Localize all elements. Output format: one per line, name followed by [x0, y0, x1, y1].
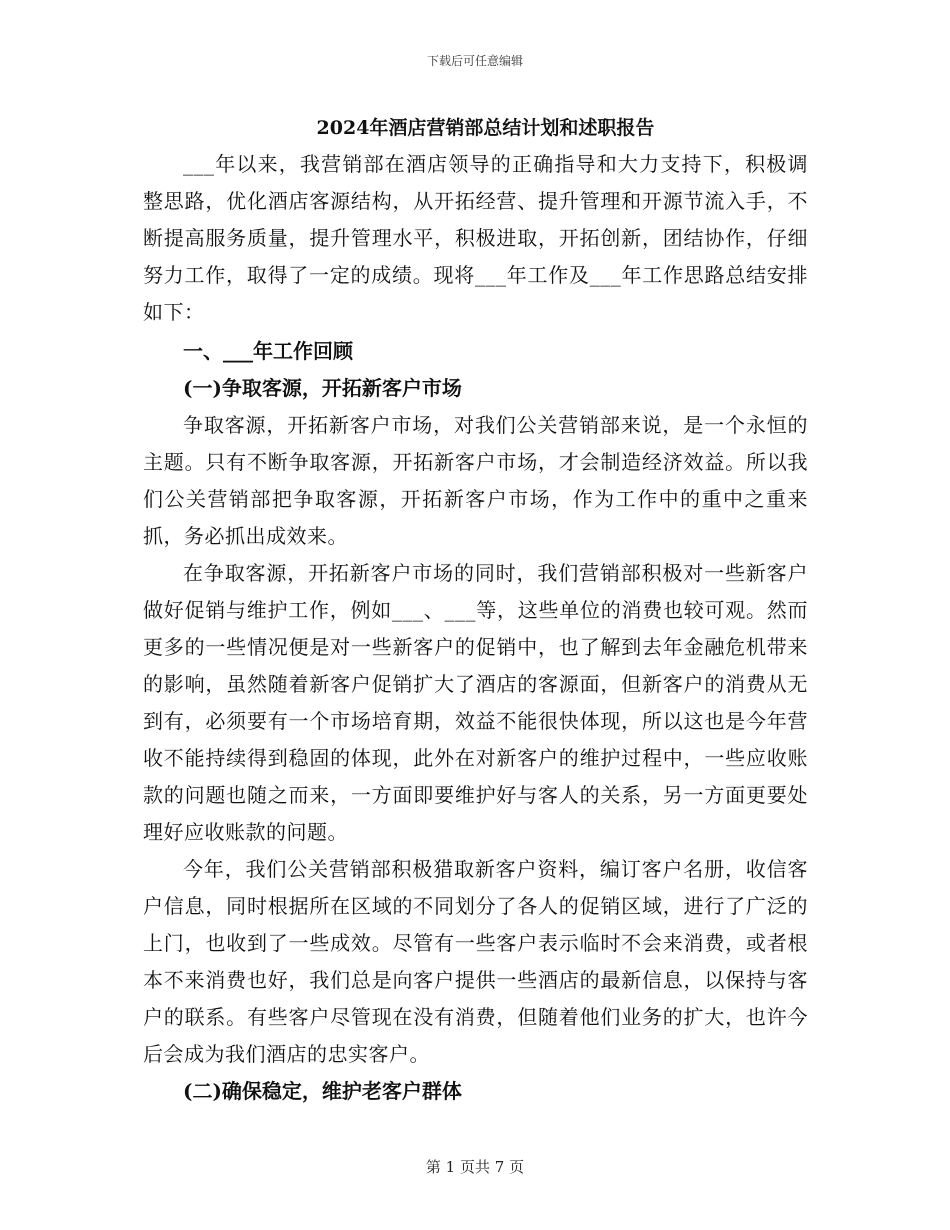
page-number: 第 1 页共 7 页 [425, 1158, 525, 1176]
section-heading-work-review: 一、___年工作回顾 [183, 339, 353, 363]
document-body [143, 110, 808, 1110]
subsection-heading-old-customers: (二)确保稳定，维护老客户群体 [183, 1079, 462, 1103]
intro-paragraph: ___年以来，我营销部在酒店领导的正确指导和大力支持下，积极调整思路，优化酒店客源结构，从开拓经营、提升管理和开源节流入手，不断提高服务质量，提升管理水平，积极进取，开拓创新，团结协作，仔细努力工作，取得了一定的成绩。现将___年工作及___年工作思路总结安排如下： [143, 152, 808, 324]
document-title: 2024年酒店营销部总结计划和述职报告 [316, 117, 655, 139]
page-header-note: 下载后可任意编辑 [426, 54, 523, 68]
subsection-heading-new-customers: (一)争取客源，开拓新客户市场 [183, 376, 462, 400]
paragraph-customer-info: 今年，我们公关营销部积极猎取新客户资料，编订客户名册，收信客户信息，同时根据所在区域的不同划分了各人的促销区域，进行了广泛的上门，也收到了一些成效。尽管有一些客户表示临时不会来消费，或者根本不来消费也好，我们总是向客户提供一些酒店的最新信息，以保持与客户的联系。有些客户尽管现在没有消费，但随着他们业务的扩大，也许今后会成为我们酒店的忠实客户。 [143, 857, 808, 1066]
paragraph-promotion: 在争取客源，开拓新客户市场的同时，我们营销部积极对一些新客户做好促销与维护工作，例如___、___等，这些单位的消费也较可观。然而更多的一些情况便是对一些新客户的促销中，也了解到去年金融危机带来的影响，虽然随着新客户促销扩大了酒店的客源面，但新客户的消费从无到有，必须要有一个市场培育期，效益不能很快体现，所以这也是今年营收不能持续得到稳固的体现，此外在对新客户的维护过程中，一些应收账款的问题也随之而来，一方面即要维护好与客人的关系，另一方面更要处理好应收账款的问题。 [143, 561, 808, 844]
paragraph-new-market: 争取客源，开拓新客户市场，对我们公关营销部来说，是一个永恒的主题。只有不断争取客源，开拓新客户市场，才会制造经济效益。所以我们公关营销部把争取客源，开拓新客户市场，作为工作中的重中之重来抓，务必抓出成效来。 [143, 413, 808, 548]
